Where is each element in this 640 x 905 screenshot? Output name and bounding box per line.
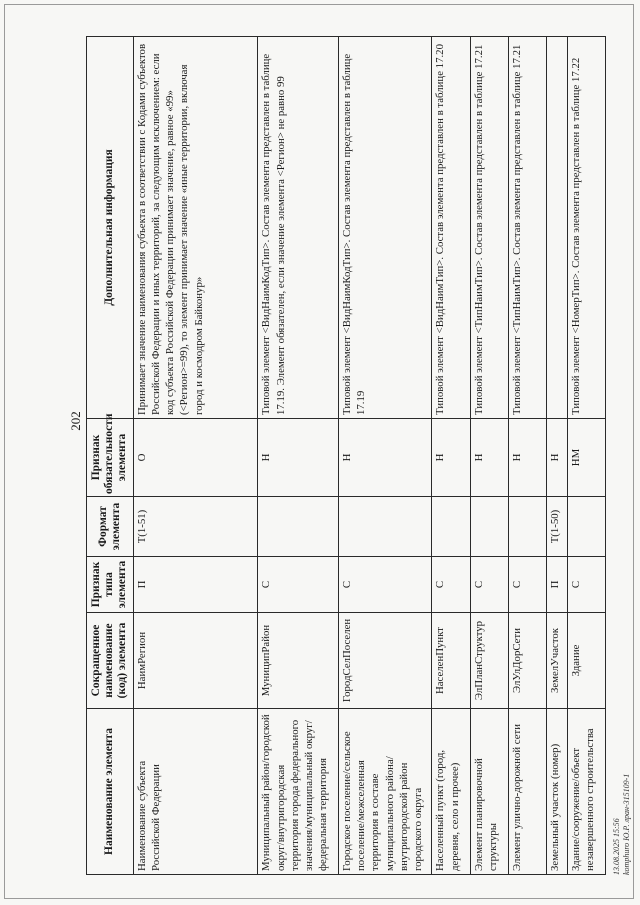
element-required: О [133,419,258,497]
element-name: Здание/сооружение/объект незавершенного строительства [567,709,605,875]
element-required: НМ [567,419,605,497]
element-format: T(1-51) [133,497,258,557]
element-format [338,497,432,557]
element-type: П [133,557,258,613]
element-code: МуниципРайон [258,613,338,709]
column-header: Признак типа элемента [87,557,134,613]
element-name: Элемент улично-дорожной сети [508,709,546,875]
element-type: С [567,557,605,613]
element-type: С [470,557,508,613]
element-code: НаселенПункт [432,613,470,709]
element-required: Н [546,419,567,497]
column-header: Признак обязательности элемента [87,419,134,497]
page-number: 202 [68,411,83,431]
element-info: Типовой элемент <ВидНаимКодТип>. Состав элемента представлен в таблице 17.19 [338,37,432,419]
element-code: Здание [567,613,605,709]
element-required: Н [432,419,470,497]
element-format [567,497,605,557]
element-required: Н [258,419,338,497]
element-format [258,497,338,557]
element-name: Населенный пункт (город, деревня, село и прочее) [432,709,470,875]
element-info: Типовой элемент <ТипНаимТип>. Состав элемента представлен в таблице 17.21 [470,37,508,419]
element-format [470,497,508,557]
element-required: Н [338,419,432,497]
column-header: Наименование элемента [87,709,134,875]
element-name: Городское поселение/сельское поселение/межселенная территория в составе муниципального района/внутригородской район городского округа [338,709,432,875]
element-info: Принимает значение наименования субъекта в соответствии с Кодами субъектов Российской Федерации и иных территорий, за следующим исключением: если код субъекта Российской Федерации принимает значение, равное «99» (<Регион>=99), то элемент принимает значение «иные территории, включая город и космодром Байконур» [133,37,258,419]
column-header: Сокращенное наименование (код) элемента [87,613,134,709]
element-code: ЭлУлДорСети [508,613,546,709]
element-info: Типовой элемент <ВидНаимКодТип>. Состав элемента представлен в таблице 17.19. Элемент обязателен, если значение элемента <Регион> не равно 99 [258,37,338,419]
element-required: Н [508,419,546,497]
table-row [258,37,338,875]
table-row [338,37,432,875]
element-type: С [338,557,432,613]
element-info: Типовой элемент <ВидНаимТип>. Состав элемента представлен в таблице 17.20 [432,37,470,419]
column-header: Формат элемента [87,497,134,557]
element-format [432,497,470,557]
element-name: Земельный участок (номер) [546,709,567,875]
table-row [508,37,546,875]
element-type: П [546,557,567,613]
element-name: Элемент планировочной структуры [470,709,508,875]
element-name: Наименование субъекта Российской Федерации [133,709,258,875]
table-row [133,37,258,875]
element-code: ЭлПланСтруктур [470,613,508,709]
element-type: С [432,557,470,613]
element-name: Муниципальный район/городской округ/внутригородская территория города федерального значения/муниципальный округ/федеральная территория [258,709,338,875]
elements-table [86,36,606,875]
rotated-page [64,0,640,905]
element-required: Н [470,419,508,497]
element-info: Типовой элемент <НомерТип>. Состав элемента представлен в таблице 17.22 [567,37,605,419]
element-type: С [508,557,546,613]
document-footer [612,774,632,875]
element-format [508,497,546,557]
element-code: ЗемелУчасток [546,613,567,709]
footer-author: komphuro Ю.Р. лран-315109-1 [622,773,631,875]
element-info [546,37,567,419]
element-code: ГородСелПоселен [338,613,432,709]
footer-timestamp: 13.08.2025 15:56 [612,818,621,875]
element-info: Типовой элемент <ТипНаимТип>. Состав элемента представлен в таблице 17.21 [508,37,546,419]
element-type: С [258,557,338,613]
table-row [432,37,470,875]
table-header-row [87,37,134,875]
table-row [546,37,567,875]
column-header: Дополнительная информация [87,37,134,419]
table-row [567,37,605,875]
table-row [470,37,508,875]
element-format: T(1-50) [546,497,567,557]
element-code: НаимРегион [133,613,258,709]
